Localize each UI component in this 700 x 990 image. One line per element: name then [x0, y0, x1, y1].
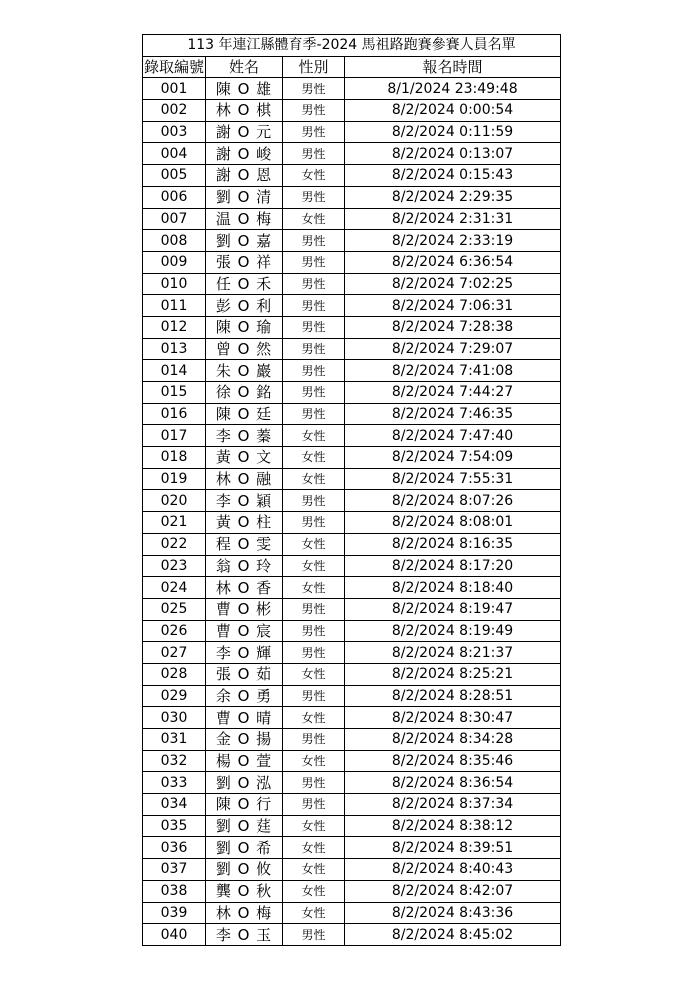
cell-id: 033 [143, 772, 206, 794]
cell-name: 劉 O 泓 [206, 772, 283, 794]
cell-time: 8/2/2024 0:15:43 [345, 165, 561, 187]
cell-name: 温 O 梅 [206, 208, 283, 230]
table-row [143, 425, 561, 447]
cell-gender: 女性 [283, 165, 345, 187]
cell-name: 朱 O 巖 [206, 360, 283, 382]
cell-time: 8/2/2024 8:18:40 [345, 577, 561, 599]
table-row [143, 468, 561, 490]
cell-name: 謝 O 峻 [206, 143, 283, 165]
title-row [143, 35, 561, 57]
cell-gender: 男性 [283, 316, 345, 338]
cell-name: 劉 O 清 [206, 186, 283, 208]
table-row [143, 880, 561, 902]
cell-gender: 男性 [283, 251, 345, 273]
cell-id: 007 [143, 208, 206, 230]
cell-name: 陳 O 瑜 [206, 316, 283, 338]
cell-gender: 女性 [283, 707, 345, 729]
cell-name: 林 O 棋 [206, 100, 283, 122]
table-row [143, 316, 561, 338]
cell-name: 曹 O 晴 [206, 707, 283, 729]
cell-id: 017 [143, 425, 206, 447]
cell-id: 031 [143, 729, 206, 751]
cell-name: 余 O 勇 [206, 685, 283, 707]
cell-name: 林 O 梅 [206, 902, 283, 924]
table-row [143, 902, 561, 924]
cell-name: 曹 O 彬 [206, 598, 283, 620]
cell-id: 006 [143, 186, 206, 208]
table-row [143, 186, 561, 208]
cell-name: 張 O 祥 [206, 251, 283, 273]
table-row [143, 707, 561, 729]
cell-gender: 男性 [283, 598, 345, 620]
table-row [143, 273, 561, 295]
cell-name: 劉 O 攸 [206, 859, 283, 881]
table-row [143, 100, 561, 122]
cell-id: 009 [143, 251, 206, 273]
cell-name: 龔 O 秋 [206, 880, 283, 902]
cell-id: 010 [143, 273, 206, 295]
cell-gender: 男性 [283, 403, 345, 425]
table-row [143, 382, 561, 404]
cell-id: 036 [143, 837, 206, 859]
cell-time: 8/2/2024 2:31:31 [345, 208, 561, 230]
cell-time: 8/2/2024 0:00:54 [345, 100, 561, 122]
cell-gender: 男性 [283, 685, 345, 707]
cell-id: 021 [143, 512, 206, 534]
cell-gender: 女性 [283, 425, 345, 447]
table-row [143, 360, 561, 382]
table-row [143, 78, 561, 100]
table-row [143, 642, 561, 664]
table-row [143, 338, 561, 360]
cell-time: 8/2/2024 7:55:31 [345, 468, 561, 490]
cell-name: 李 O 玉 [206, 924, 283, 946]
cell-gender: 男性 [283, 512, 345, 534]
header-gender: 性別 [283, 56, 345, 78]
cell-id: 005 [143, 165, 206, 187]
cell-time: 8/2/2024 8:38:12 [345, 815, 561, 837]
cell-name: 林 O 融 [206, 468, 283, 490]
cell-id: 035 [143, 815, 206, 837]
cell-gender: 女性 [283, 208, 345, 230]
cell-id: 023 [143, 555, 206, 577]
cell-id: 016 [143, 403, 206, 425]
cell-gender: 男性 [283, 490, 345, 512]
table-row [143, 729, 561, 751]
table-row [143, 555, 561, 577]
table-row [143, 512, 561, 534]
cell-gender: 男性 [283, 295, 345, 317]
cell-id: 027 [143, 642, 206, 664]
cell-time: 8/2/2024 8:37:34 [345, 794, 561, 816]
table-row [143, 577, 561, 599]
cell-name: 劉 O 希 [206, 837, 283, 859]
cell-time: 8/2/2024 2:33:19 [345, 230, 561, 252]
cell-time: 8/2/2024 8:28:51 [345, 685, 561, 707]
cell-id: 008 [143, 230, 206, 252]
cell-id: 030 [143, 707, 206, 729]
cell-gender: 男性 [283, 772, 345, 794]
cell-id: 004 [143, 143, 206, 165]
cell-id: 039 [143, 902, 206, 924]
table-row [143, 815, 561, 837]
cell-time: 8/2/2024 8:30:47 [345, 707, 561, 729]
cell-time: 8/2/2024 8:19:47 [345, 598, 561, 620]
cell-time: 8/2/2024 7:28:38 [345, 316, 561, 338]
cell-id: 019 [143, 468, 206, 490]
table-row [143, 251, 561, 273]
table-row [143, 208, 561, 230]
table-row [143, 295, 561, 317]
cell-name: 陳 O 雄 [206, 78, 283, 100]
cell-time: 8/2/2024 8:34:28 [345, 729, 561, 751]
cell-time: 8/2/2024 7:46:35 [345, 403, 561, 425]
cell-name: 黃 O 柱 [206, 512, 283, 534]
cell-id: 028 [143, 663, 206, 685]
table-row [143, 794, 561, 816]
cell-gender: 女性 [283, 837, 345, 859]
cell-id: 024 [143, 577, 206, 599]
table-row [143, 403, 561, 425]
cell-time: 8/2/2024 8:35:46 [345, 750, 561, 772]
cell-gender: 男性 [283, 121, 345, 143]
table-row [143, 685, 561, 707]
header-time: 報名時間 [345, 56, 561, 78]
cell-time: 8/2/2024 7:54:09 [345, 447, 561, 469]
table-row [143, 447, 561, 469]
cell-gender: 男性 [283, 360, 345, 382]
cell-name: 劉 O 莛 [206, 815, 283, 837]
table-row [143, 620, 561, 642]
cell-id: 040 [143, 924, 206, 946]
table-row [143, 837, 561, 859]
cell-time: 8/2/2024 0:13:07 [345, 143, 561, 165]
cell-gender: 女性 [283, 555, 345, 577]
cell-name: 林 O 香 [206, 577, 283, 599]
cell-time: 8/2/2024 8:39:51 [345, 837, 561, 859]
cell-name: 李 O 輝 [206, 642, 283, 664]
cell-time: 8/2/2024 8:08:01 [345, 512, 561, 534]
cell-name: 謝 O 元 [206, 121, 283, 143]
cell-name: 徐 O 銘 [206, 382, 283, 404]
table-row [143, 663, 561, 685]
cell-time: 8/2/2024 7:41:08 [345, 360, 561, 382]
cell-gender: 男性 [283, 620, 345, 642]
cell-name: 陳 O 行 [206, 794, 283, 816]
cell-gender: 女性 [283, 750, 345, 772]
cell-time: 8/1/2024 23:49:48 [345, 78, 561, 100]
cell-gender: 女性 [283, 880, 345, 902]
table-row [143, 490, 561, 512]
header-row [143, 56, 561, 78]
cell-gender: 男性 [283, 186, 345, 208]
table-row [143, 533, 561, 555]
cell-id: 012 [143, 316, 206, 338]
cell-id: 025 [143, 598, 206, 620]
table-row [143, 772, 561, 794]
cell-gender: 男性 [283, 642, 345, 664]
cell-time: 8/2/2024 8:36:54 [345, 772, 561, 794]
cell-time: 8/2/2024 7:02:25 [345, 273, 561, 295]
cell-name: 翁 O 玲 [206, 555, 283, 577]
cell-time: 8/2/2024 0:11:59 [345, 121, 561, 143]
cell-name: 金 O 揚 [206, 729, 283, 751]
cell-time: 8/2/2024 8:16:35 [345, 533, 561, 555]
cell-id: 003 [143, 121, 206, 143]
cell-time: 8/2/2024 8:25:21 [345, 663, 561, 685]
cell-time: 8/2/2024 8:19:49 [345, 620, 561, 642]
roster-body [143, 78, 561, 946]
cell-time: 8/2/2024 8:17:20 [345, 555, 561, 577]
cell-name: 任 O 禾 [206, 273, 283, 295]
cell-time: 8/2/2024 8:43:36 [345, 902, 561, 924]
table-row [143, 165, 561, 187]
cell-name: 曾 O 然 [206, 338, 283, 360]
cell-id: 013 [143, 338, 206, 360]
header-name: 姓名 [206, 56, 283, 78]
cell-id: 037 [143, 859, 206, 881]
cell-gender: 男性 [283, 794, 345, 816]
cell-gender: 女性 [283, 577, 345, 599]
cell-gender: 男性 [283, 78, 345, 100]
cell-name: 陳 O 廷 [206, 403, 283, 425]
table-row [143, 924, 561, 946]
table-row [143, 750, 561, 772]
cell-gender: 男性 [283, 729, 345, 751]
cell-id: 034 [143, 794, 206, 816]
cell-id: 038 [143, 880, 206, 902]
cell-gender: 女性 [283, 815, 345, 837]
cell-name: 張 O 茹 [206, 663, 283, 685]
cell-name: 楊 O 萱 [206, 750, 283, 772]
cell-name: 謝 O 恩 [206, 165, 283, 187]
cell-id: 020 [143, 490, 206, 512]
cell-time: 8/2/2024 8:21:37 [345, 642, 561, 664]
cell-id: 014 [143, 360, 206, 382]
participant-roster-table [142, 34, 561, 946]
cell-gender: 男性 [283, 100, 345, 122]
cell-name: 黃 O 文 [206, 447, 283, 469]
cell-id: 015 [143, 382, 206, 404]
cell-time: 8/2/2024 7:47:40 [345, 425, 561, 447]
cell-id: 026 [143, 620, 206, 642]
cell-gender: 女性 [283, 533, 345, 555]
cell-gender: 女性 [283, 859, 345, 881]
cell-name: 李 O 穎 [206, 490, 283, 512]
cell-id: 001 [143, 78, 206, 100]
cell-name: 李 O 蓁 [206, 425, 283, 447]
cell-gender: 女性 [283, 902, 345, 924]
cell-id: 029 [143, 685, 206, 707]
cell-time: 8/2/2024 7:06:31 [345, 295, 561, 317]
cell-id: 011 [143, 295, 206, 317]
document-title: 113 年連江縣體育季-2024 馬祖路跑賽參賽人員名單 [143, 35, 561, 57]
cell-gender: 女性 [283, 663, 345, 685]
cell-gender: 男性 [283, 382, 345, 404]
table-row [143, 859, 561, 881]
cell-id: 022 [143, 533, 206, 555]
cell-gender: 男性 [283, 230, 345, 252]
cell-gender: 女性 [283, 447, 345, 469]
table-row [143, 121, 561, 143]
cell-gender: 男性 [283, 143, 345, 165]
cell-gender: 男性 [283, 273, 345, 295]
cell-gender: 女性 [283, 468, 345, 490]
table-row [143, 143, 561, 165]
cell-id: 032 [143, 750, 206, 772]
cell-name: 劉 O 嘉 [206, 230, 283, 252]
cell-name: 曹 O 宸 [206, 620, 283, 642]
cell-id: 018 [143, 447, 206, 469]
cell-time: 8/2/2024 6:36:54 [345, 251, 561, 273]
cell-name: 彭 O 利 [206, 295, 283, 317]
cell-time: 8/2/2024 8:07:26 [345, 490, 561, 512]
table-row [143, 598, 561, 620]
cell-time: 8/2/2024 8:40:43 [345, 859, 561, 881]
header-id: 錄取編號 [143, 58, 204, 77]
table-row [143, 230, 561, 252]
cell-gender: 男性 [283, 924, 345, 946]
cell-name: 程 O 雯 [206, 533, 283, 555]
cell-id: 002 [143, 100, 206, 122]
cell-time: 8/2/2024 8:42:07 [345, 880, 561, 902]
cell-gender: 男性 [283, 338, 345, 360]
cell-time: 8/2/2024 8:45:02 [345, 924, 561, 946]
cell-time: 8/2/2024 2:29:35 [345, 186, 561, 208]
cell-time: 8/2/2024 7:44:27 [345, 382, 561, 404]
cell-time: 8/2/2024 7:29:07 [345, 338, 561, 360]
